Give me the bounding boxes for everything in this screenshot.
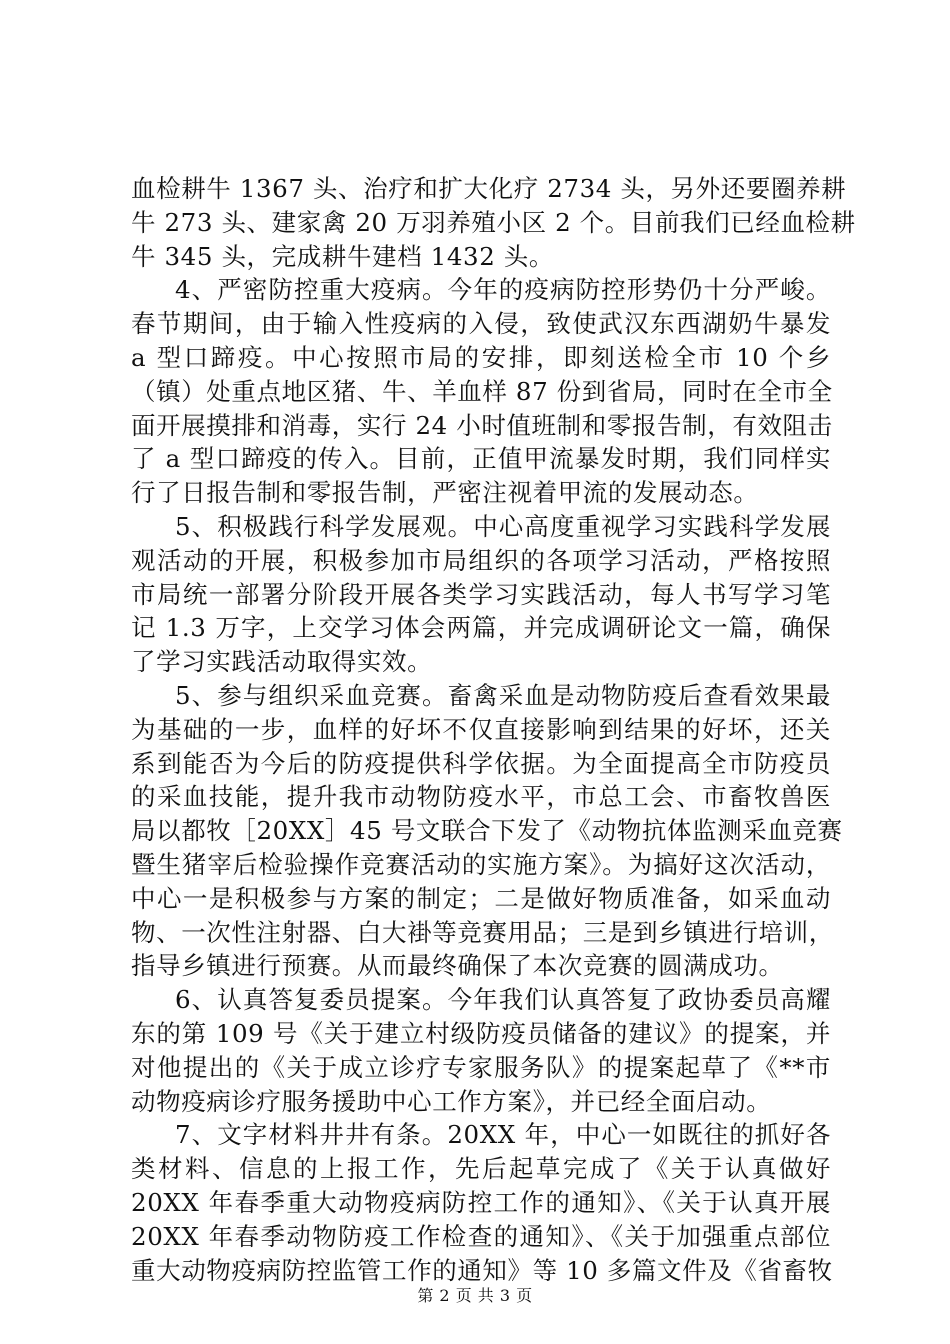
text-line: 类材料、信息的上报工作，先后起草完成了《关于认真做好 <box>131 1154 831 1184</box>
paragraph-start-line: 5、积极践行科学发展观。中心高度重视学习实践科学发展 <box>175 511 831 541</box>
text-line: 记 1.3 万字，上交学习体会两篇，并完成调研论文一篇，确保 <box>131 613 831 643</box>
text-line: 了学习实践活动取得实效。 <box>131 647 433 677</box>
text-line: 对他提出的《关于成立诊疗专家服务队》的提案起草了《**市 <box>131 1052 832 1082</box>
text-line: 20XX 年春季动物防疫工作检查的通知》、《关于加强重点部位 <box>131 1221 831 1251</box>
text-line: 20XX 年春季重大动物疫病防控工作的通知》、《关于认真开展 <box>131 1187 831 1217</box>
text-line: 的采血技能，提升我市动物防疫水平，市总工会、市畜牧兽医 <box>131 782 831 812</box>
text-line: 市局统一部署分阶段开展各类学习实践活动，每人书写学习笔 <box>131 579 831 609</box>
text-line: 面开展摸排和消毒，实行 24 小时值班制和零报告制，有效阻击 <box>131 410 833 440</box>
paragraph-start-line: 5、参与组织采血竞赛。畜禽采血是动物防疫后查看效果最 <box>175 680 831 710</box>
text-line: 中心一是积极参与方案的制定；二是做好物质准备，如采血动 <box>131 883 831 913</box>
text-line: 观活动的开展，积极参加市局组织的各项学习活动，严格按照 <box>131 545 831 575</box>
text-line: a 型口蹄疫。中心按照市局的安排，即刻送检全市 10 个乡 <box>131 342 831 372</box>
paragraph-start-line: 4、严密防控重大疫病。今年的疫病防控形势仍十分严峻。 <box>175 275 831 305</box>
text-line: 指导乡镇进行预赛。从而最终确保了本次竞赛的圆满成功。 <box>131 951 784 981</box>
text-line: 血检耕牛 1367 头、治疗和扩大化疗 2734 头，另外还要圈养耕 <box>131 174 847 203</box>
text-line: （镇）处重点地区猪、牛、羊血样 87 份到省局，同时在全市全 <box>131 376 833 406</box>
text-line: 为基础的一步，血样的好坏不仅直接影响到结果的好坏，还关 <box>131 714 831 744</box>
text-line: 暨生猪宰后检验操作竞赛活动的实施方案》。为搞好这次活动， <box>131 849 831 879</box>
text-line: 行了日报告制和零报告制，严密注视着甲流的发展动态。 <box>131 478 759 508</box>
text-line: 局以都牧［20XX］45 号文联合下发了《动物抗体监测采血竞赛 <box>131 816 843 846</box>
text-line: 系到能否为今后的防疫提供科学依据。为全面提高全市防疫员 <box>131 748 831 778</box>
document-body <box>131 172 856 1287</box>
paragraph-start-line: 6、认真答复委员提案。今年我们认真答复了政协委员高耀 <box>175 985 831 1015</box>
text-line: 牛 273 头、建家禽 20 万羽养殖小区 2 个。目前我们已经血检耕 <box>131 207 856 237</box>
text-line: 东的第 109 号《关于建立村级防疫员储备的建议》的提案，并 <box>131 1018 831 1048</box>
paragraph-start-line: 7、文字材料井井有条。20XX 年，中心一如既往的抓好各 <box>175 1120 831 1150</box>
text-line: 重大动物疫病防控监管工作的通知》等 10 多篇文件及《省畜牧 <box>131 1255 833 1285</box>
page-number-footer: 第 2 页 共 3 页 <box>417 1286 533 1305</box>
text-line: 春节期间，由于输入性疫病的入侵，致使武汉东西湖奶牛暴发 <box>131 309 831 339</box>
text-line: 牛 345 头，完成耕牛建档 1432 头。 <box>131 241 554 271</box>
text-line: 动物疫病诊疗服务援助中心工作方案》，并已经全面启动。 <box>131 1086 772 1116</box>
text-line: 物、一次性注射器、白大褂等竞赛用品；三是到乡镇进行培训， <box>131 917 834 947</box>
text-line: 了 a 型口蹄疫的传入。目前，正值甲流暴发时期，我们同样实 <box>131 444 831 474</box>
